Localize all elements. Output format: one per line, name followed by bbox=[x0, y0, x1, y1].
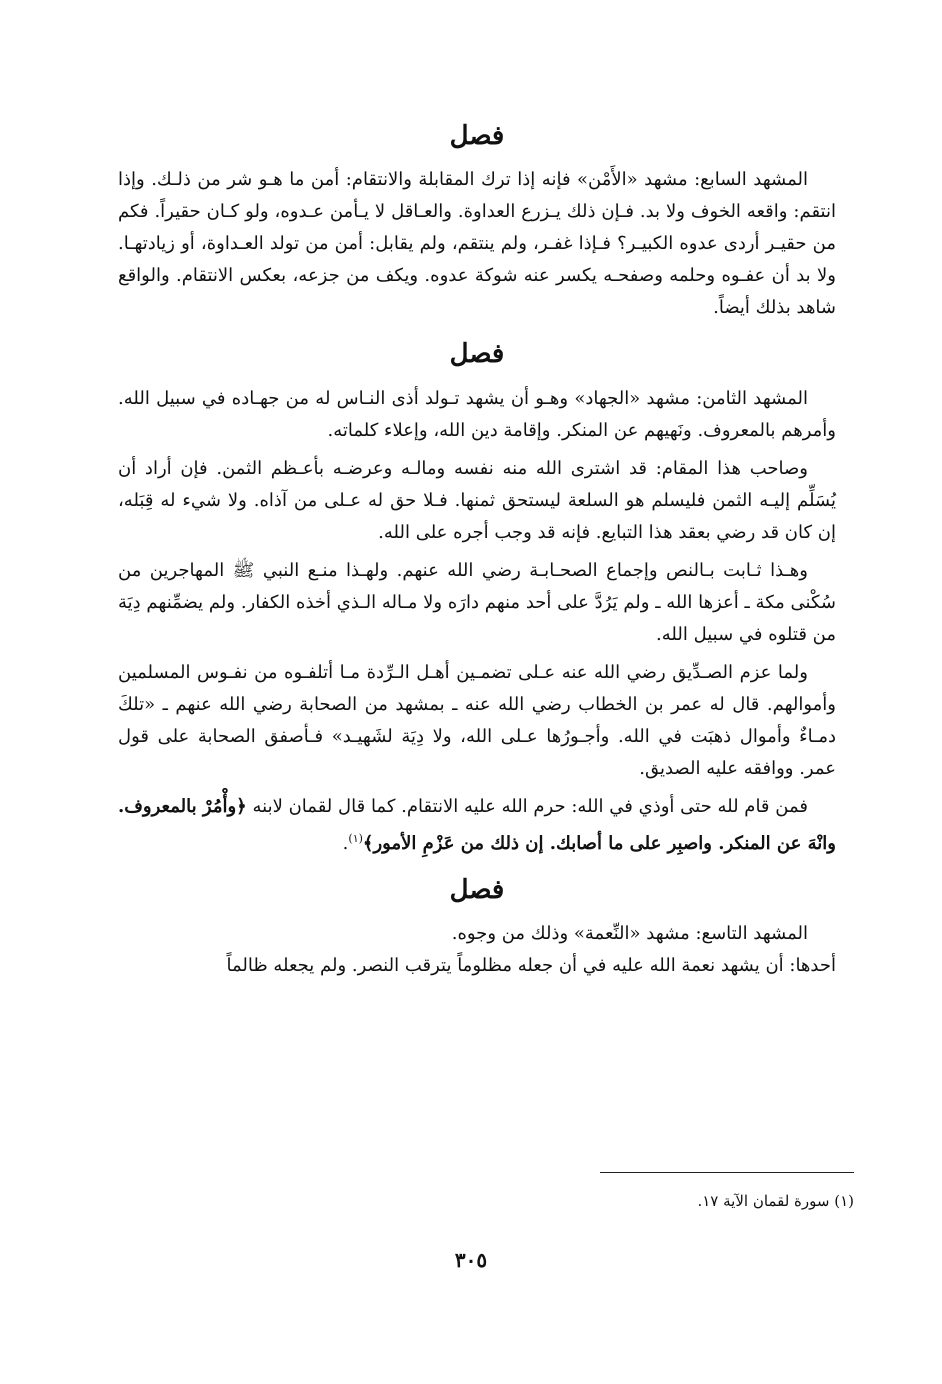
section-heading: فصل bbox=[449, 339, 505, 370]
paragraph: وصاحب هذا المقام: قد اشترى الله منه نفسه ومالـه وعرضـه بأعـظم الثمن. فإن أراد أن يُسَلِّم إليـه الثمن فليسلم هو السلعة ليستحق ثمنها. فـلا حق له عـلى من آذاه. ولا شيء له قِبَله، إن كان قد رضي بعقد هذا التبايع. فإنه قد وجب أجره على الله. bbox=[118, 457, 836, 543]
footnote-marker: (١) bbox=[348, 831, 363, 845]
page-number: ٣٠٥ bbox=[454, 1248, 488, 1272]
paragraph: المشهد السابع: مشهد «الأَمْن» فإنه إذا ترك المقابلة والانتقام: أمن ما هـو شر من ذلـك. وإذا انتقم: واقعه الخوف ولا بد. فـإن ذلك يـزرع العداوة. والعـاقل لا يـأمن عـدوه، ولو كـان حقيراً. فكم من حقيـر أردى عدوه الكبيـر؟ فـإذا غفـر، ولم ينتقم، ولم يقابل: أمن من تولد العـداوة، أو زيادتهـا. ولا بد أن عفـوه وحلمه وصفحـه يكسر عنه شوكة عدوه. ويكف من جزعه، بعكس الانتقام. والواقع شاهد بذلك أيضاً. bbox=[118, 169, 836, 319]
section-heading: فصل bbox=[449, 121, 505, 151]
quran-intro: فمن قام لله حتى أوذي في الله: حرم الله عليه الانتقام. كما قال لقمان لابنه bbox=[252, 795, 808, 817]
section-heading: فصل bbox=[449, 874, 505, 905]
paragraph: ولما عزم الصـدِّيق رضي الله عنه عـلى تضمـين أهـل الـرِّدة مـا أتلفـوه من نفـوس المسلمين وأموالهم. قال له عمر بن الخطاب رضي الله عنه ـ بمشهد من الصحابة رضي الله عنهم ـ «تلكَ دمـاءٌ وأموال ذهبَت في الله. وأجـورُها عـلى الله، ولا دِيَة لشَهيـد» فـأصفق الصحابة على قول عمر. ووافقه عليه الصديق. bbox=[118, 661, 836, 779]
footnote: (١) سورة لقمان الآية ١٧. bbox=[697, 1192, 854, 1210]
paragraph: وهـذا ثـابت بـالنص وإجماع الصحـابـة رضي الله عنهم. ولهـذا منـع النبي ﷺ المهاجرين من سُكْنى مكة ـ أعزها الله ـ ولم يَرُدَّ على أحد منهم دارَه ولا مـاله الـذي أخذه الكفار. ولم يضمِّنهم دِيَة من قتلوه في سبيل الله. bbox=[118, 559, 836, 645]
footnote-divider bbox=[600, 1172, 854, 1173]
paragraph: المشهد التاسع: مشهد «النِّعمة» وذلك من وجوه. bbox=[451, 923, 808, 945]
paragraph: أحدها: أن يشهد نعمة الله عليه في أن جعله مظلوماً يترقب النصر. ولم يجعله ظالماً bbox=[226, 955, 836, 977]
quran-verse: ﴿وأْمُرْ بالمعروف. وانْهَ عن المنكر. واصبِر على ما أصابك. إن ذلك من عَزْمِ الأمور﴾ bbox=[118, 795, 836, 854]
paragraph: المشهد الثامن: مشهد «الجهاد» وهـو أن يشهد تـولد أذى النـاس له من جهـاده في سبيل الله. وأمرهم بالمعروف. ونَهيهم عن المنكر. وإقامة دين الله، وإعلاء كلماته. bbox=[118, 387, 836, 441]
quran-paragraph: فمن قام لله حتى أوذي في الله: حرم الله عليه الانتقام. كما قال لقمان لابنه ﴿وأْمُرْ بالمعروف. وانْهَ عن المنكر. واصبِر على ما أصابك. إن ذلك من عَزْمِ الأمور﴾$^{(١)}$. bbox=[118, 795, 836, 854]
page-body bbox=[118, 118, 836, 982]
